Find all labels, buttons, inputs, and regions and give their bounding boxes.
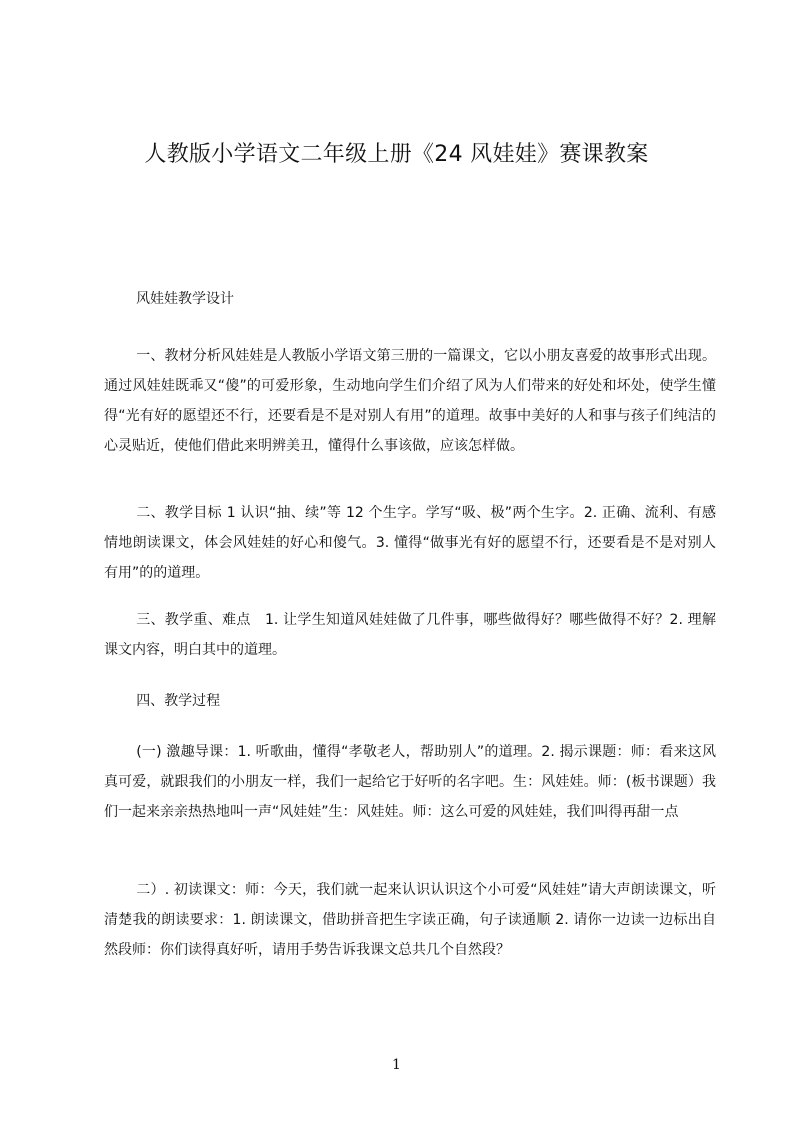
paragraph-first-reading: 二）. 初读课文：师：今天，我们就一起来认识认识这个小可爱“风娃娃”请大声朗读课文，听清楚我的朗读要求：1. 朗读课文，借助拼音把生字读正确，句子读通顺 2. 请你一边读一边标出自然段师：你们读得真好听，请用手势告诉我课文总共几个自然段？ [104,882,716,958]
paragraph-textbook-analysis: 一、教材分析风娃娃是人教版小学语文第三册的一篇课文，它以小朋友喜爱的故事形式出现。通过风娃娃既乖又“傻”的可爱形象，生动地向学生们介绍了风为人们带来的好处和坏处，使学生懂得“光有好的愿望还不行，还要看是不是对别人有用”的道理。故事中美好的人和事与孩子们纯洁的心灵贴近，使他们借此来明辨美丑，懂得什么事该做，应该怎样做。 [104,348,716,454]
page-number: 1 [392,1057,401,1073]
paragraph-teaching-goals: 二、教学目标 1 认识“抽、续”等 12 个生字。学写“吸、极”两个生字。2. 正确、流利、有感情地朗读课文，体会风娃娃的好心和傻气。3. 懂得“做事光有好的愿望不行，还要看是不是对别人有用”的的道理。 [104,505,716,581]
paragraph-key-points: 三、教学重、难点 1. 让学生知道风娃娃做了几件事，哪些做得好？哪些做得不好？2. 理解课文内容，明白其中的道理。 [104,612,716,658]
paragraph-lesson-intro: (一) 激趣导课：1. 听歌曲，懂得“孝敬老人，帮助别人”的道理。2. 揭示课题：师：看来这风真可爱，就跟我们的小朋友一样，我们一起给它于好听的名字吧。生：风娃娃。师：(板书课题）我们一起来亲亲热热地叫一声“风娃娃”生：风娃娃。师：这么可爱的风娃娃，我们叫得再甜一点 [104,744,716,820]
section-subheading: 风娃娃教学设计 [136,291,234,307]
paragraph-teaching-process-heading: 四、教学过程 [136,693,221,709]
document-title: 人教版小学语文二年级上册《24 风娃娃》赛课教案 [144,142,649,167]
